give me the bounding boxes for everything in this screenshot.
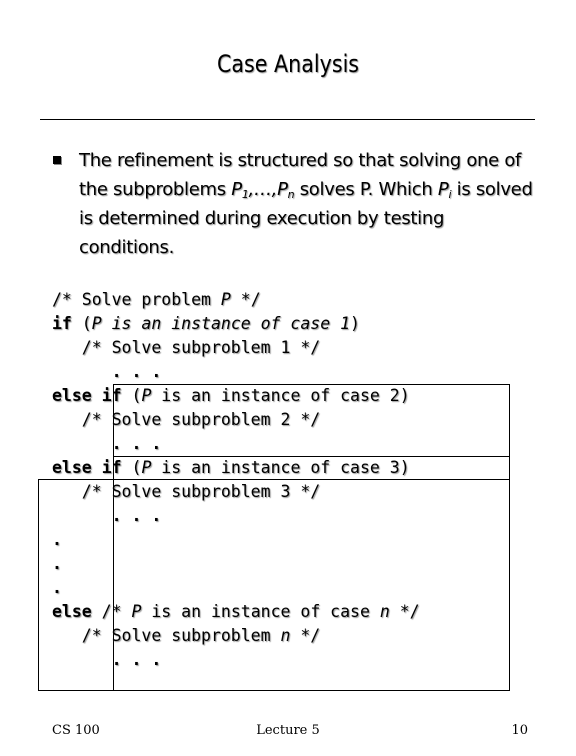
code-token: if <box>52 314 72 333</box>
code-line <box>52 384 420 408</box>
code-line <box>52 504 420 528</box>
code-line <box>52 336 420 360</box>
title-divider <box>40 119 535 120</box>
code-token: . . . <box>52 506 162 525</box>
code-token <box>92 458 102 477</box>
code-token: ( <box>121 458 142 477</box>
code-line <box>52 456 420 480</box>
code-token: else <box>52 458 92 477</box>
code-token: /* <box>91 602 132 621</box>
code-token: . . . <box>52 362 162 381</box>
code-token: is an instance of case 3) <box>151 458 410 477</box>
code-line <box>52 432 420 456</box>
code-token: ( <box>121 386 142 405</box>
code-token: is an instance of case 2) <box>151 386 410 405</box>
footer-course: CS 100 <box>52 723 100 738</box>
code-line <box>52 528 420 552</box>
code-token: if <box>101 386 122 405</box>
code-token: else <box>52 602 92 621</box>
code-line <box>52 600 420 624</box>
code-token: */ <box>290 626 321 645</box>
code-line <box>52 648 420 672</box>
code-token: /* Solve subproblem <box>52 626 281 645</box>
code-line <box>52 480 420 504</box>
code-line <box>52 624 420 648</box>
code-token: ( <box>71 314 92 333</box>
slide-title: Case Analysis <box>216 50 360 78</box>
code-token: . <box>52 578 62 597</box>
code-token: /* Solve problem <box>52 290 221 309</box>
code-token: P <box>131 602 142 621</box>
footer-lecture: Lecture 5 <box>256 723 320 738</box>
code-token: if <box>101 458 122 477</box>
code-token: . . . <box>52 434 162 453</box>
code-token: P <box>141 458 152 477</box>
code-token: P <box>220 290 231 309</box>
code-line <box>52 288 420 312</box>
code-line <box>52 576 420 600</box>
code-token: . . . <box>52 650 162 669</box>
pseudocode-block <box>52 288 420 672</box>
code-token: /* Solve subproblem 3 */ <box>52 482 321 501</box>
code-token: */ <box>230 290 261 309</box>
code-token: else <box>52 386 92 405</box>
code-token: /* Solve subproblem 2 */ <box>52 410 321 429</box>
code-line <box>52 312 420 336</box>
code-token: is an instance of case <box>141 602 380 621</box>
code-token <box>92 386 102 405</box>
code-token: . <box>52 530 62 549</box>
code-token: n <box>379 602 390 621</box>
code-token: n <box>280 626 291 645</box>
code-line <box>52 552 420 576</box>
code-token: P is an instance of case 1 <box>91 314 351 333</box>
code-token: */ <box>389 602 420 621</box>
square-bullet-icon <box>53 156 61 164</box>
code-token: . <box>52 554 62 573</box>
code-line <box>52 408 420 432</box>
code-token: ) <box>350 314 360 333</box>
bullet-text: The refinement is structured so that solving one of the subproblems $P_1,\dots,P_n$ solves P. Which $P_i$ is solved is determined during execution by testing conditions. <box>79 150 533 258</box>
code-line <box>52 360 420 384</box>
footer-page-number: 10 <box>511 723 528 738</box>
code-token: /* Solve subproblem 1 */ <box>52 338 321 357</box>
code-token: P <box>141 386 152 405</box>
